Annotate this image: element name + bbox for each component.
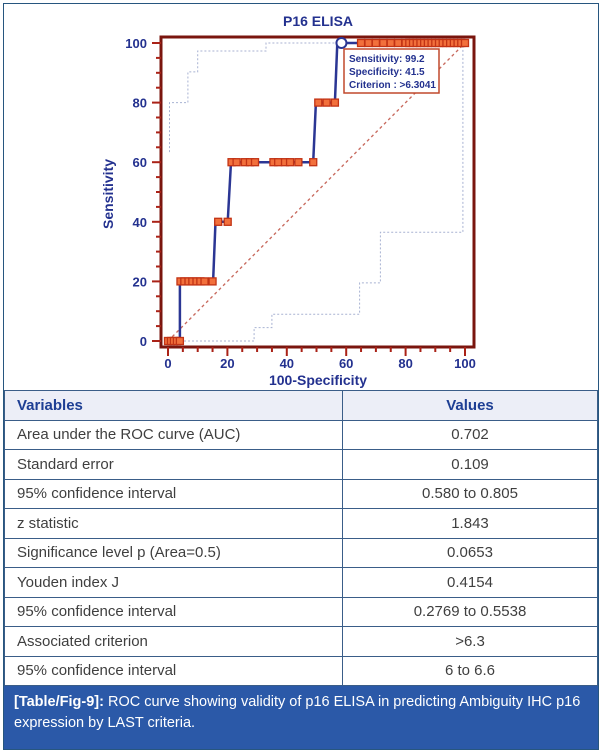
- variable-cell: 95% confidence interval: [5, 656, 343, 686]
- criterion-annotation-line: Specificity: 41.5: [349, 67, 425, 78]
- value-cell: 0.580 to 0.805: [343, 479, 598, 509]
- value-cell: 0.702: [343, 420, 598, 450]
- table-header-row: [5, 391, 598, 421]
- value-cell: 0.109: [343, 450, 598, 480]
- table-row: [5, 538, 598, 568]
- y-tick-label: 100: [125, 36, 147, 51]
- x-tick-label: 100: [454, 356, 476, 371]
- value-cell: 0.0653: [343, 538, 598, 568]
- x-tick-label: 80: [398, 356, 413, 371]
- roc-marker: [252, 159, 259, 166]
- variable-cell: Standard error: [5, 450, 343, 480]
- roc-marker: [295, 159, 302, 166]
- x-tick-label: 60: [338, 356, 354, 371]
- roc-marker: [233, 159, 240, 166]
- roc-marker: [275, 159, 282, 166]
- roc-marker: [215, 218, 222, 225]
- variable-cell: Associated criterion: [5, 627, 343, 657]
- roc-chart-svg: [4, 4, 598, 390]
- roc-marker: [387, 40, 394, 47]
- table-row: [5, 509, 598, 539]
- roc-marker: [201, 278, 208, 285]
- x-axis-label: 100-Specificity: [268, 372, 368, 388]
- x-tick-label: 20: [220, 356, 235, 371]
- variable-cell: 95% confidence interval: [5, 479, 343, 509]
- y-axis-label: Sensitivity: [100, 158, 116, 230]
- operating-point: [336, 38, 346, 48]
- roc-marker: [176, 338, 183, 345]
- y-tick-label: 40: [132, 214, 147, 230]
- table-row: [5, 656, 598, 686]
- x-tick-label: 40: [279, 356, 295, 371]
- y-tick-label: 0: [139, 334, 147, 349]
- roc-marker: [372, 40, 379, 47]
- caption-label: [Table/Fig-9]:: [14, 694, 104, 710]
- variable-cell: z statistic: [5, 509, 343, 539]
- table-row: [5, 450, 598, 480]
- roc-marker: [323, 99, 330, 106]
- stats-table: [4, 390, 598, 686]
- variable-cell: Significance level p (Area=0.5): [5, 538, 343, 568]
- roc-marker: [365, 40, 372, 47]
- y-tick-label: 80: [132, 95, 147, 111]
- x-tick-label: 0: [164, 356, 172, 371]
- column-header-variables: Variables: [5, 391, 343, 421]
- value-cell: 1.843: [343, 509, 598, 539]
- value-cell: 0.4154: [343, 568, 598, 598]
- table-row: [5, 479, 598, 509]
- roc-marker: [224, 218, 231, 225]
- table-row: [5, 597, 598, 627]
- y-tick-label: 20: [132, 274, 147, 290]
- variable-cell: Area under the ROC curve (AUC): [5, 420, 343, 450]
- figure-caption: [4, 686, 598, 749]
- caption-text: ROC curve showing validity of p16 ELISA in predicting Ambiguity IHC p16 expression by LAST criteria.: [14, 694, 581, 731]
- roc-marker: [310, 159, 317, 166]
- variable-cell: 95% confidence interval: [5, 597, 343, 627]
- roc-marker: [380, 40, 387, 47]
- value-cell: 6 to 6.6: [343, 656, 598, 686]
- chart-title: P16 ELISA: [282, 13, 354, 29]
- roc-marker: [462, 40, 469, 47]
- variable-cell: Youden index J: [5, 568, 343, 598]
- y-tick-label: 60: [132, 155, 147, 171]
- roc-marker: [358, 40, 365, 47]
- criterion-annotation-line: Criterion : >6.3041: [349, 80, 436, 91]
- criterion-annotation-line: Sensitivity: 99.2: [349, 54, 425, 65]
- column-header-values: Values: [343, 391, 598, 421]
- roc-marker: [331, 99, 338, 106]
- table-row: [5, 568, 598, 598]
- table-row: [5, 627, 598, 657]
- roc-marker: [209, 278, 216, 285]
- figure-frame: [3, 3, 599, 750]
- roc-marker: [395, 40, 402, 47]
- value-cell: 0.2769 to 0.5538: [343, 597, 598, 627]
- value-cell: >6.3: [343, 627, 598, 657]
- roc-chart: [4, 4, 598, 390]
- roc-marker: [315, 99, 322, 106]
- table-row: [5, 420, 598, 450]
- roc-marker: [287, 159, 294, 166]
